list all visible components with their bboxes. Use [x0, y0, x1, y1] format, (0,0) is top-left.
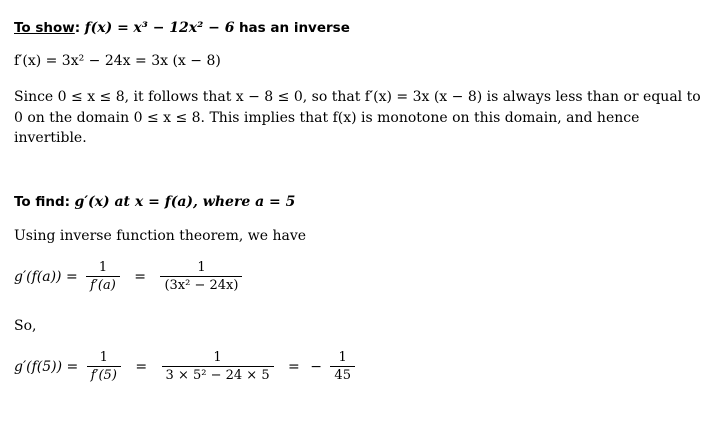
formula1-lhs: g′(f(a)) = — [14, 269, 78, 285]
to-show-function: f(x) = — [84, 20, 129, 36]
to-find-expression: g′(x) at x = f(a), where a = 5 — [74, 194, 296, 210]
theorem-intro: Using inverse function theorem, we have — [14, 228, 307, 244]
formula1-denominator-2: (3x² − 24x) — [160, 276, 242, 294]
formula2-numerator-3: 1 — [338, 350, 347, 365]
formula1-numerator-1: 1 — [98, 260, 108, 275]
formula1-fraction-2 — [160, 260, 242, 294]
derivative-equation: f′(x) = 3x² − 24x = 3x (x − 8) — [14, 53, 221, 69]
to-find-label: To find — [14, 194, 65, 210]
formula2-lhs: g′(f(5)) = — [14, 359, 79, 375]
formula1-fraction-1 — [86, 260, 120, 294]
formula2-fraction-3 — [330, 350, 355, 384]
to-show-heading — [14, 20, 350, 36]
paragraph-line-3: invertible. — [14, 130, 87, 146]
formula2-equals-1: = — [135, 359, 148, 375]
formula2-fraction-1 — [87, 350, 121, 384]
formula-evaluation — [14, 350, 359, 384]
formula1-denominator-1: f′(a) — [86, 276, 120, 294]
to-find-colon: : — [64, 194, 71, 210]
formula2-denominator-3: 45 — [330, 366, 355, 384]
to-show-suffix: has an inverse — [238, 20, 350, 36]
formula1-equals: = — [134, 269, 147, 285]
formula2-minus-sign: − — [310, 359, 322, 375]
formula2-numerator-2: 1 — [213, 350, 222, 365]
formula2-denominator-1: f′(5) — [87, 366, 121, 384]
formula1-numerator-2: 1 — [197, 260, 206, 275]
to-show-colon: : — [74, 20, 81, 36]
formula-inverse-theorem — [14, 260, 246, 294]
to-find-heading — [14, 194, 295, 210]
formula2-fraction-2 — [162, 350, 274, 384]
formula2-numerator-1: 1 — [99, 350, 108, 365]
paragraph-line-1: Since 0 ≤ x ≤ 8, it follows that x − 8 ≤ 0, so that f′(x) = 3x (x − 8) is always less than or equal to — [14, 89, 701, 105]
formula2-equals-2: = — [288, 359, 300, 375]
so-label: So, — [14, 318, 37, 334]
formula2-denominator-2: 3 × 5² − 24 × 5 — [162, 366, 274, 384]
paragraph-line-2: 0 on the domain 0 ≤ x ≤ 8. This implies that f(x) is monotone on this domain, and hence — [14, 110, 640, 126]
to-show-polynomial: x³ − 12x² − 6 — [133, 20, 235, 36]
to-show-label: To show — [14, 20, 75, 36]
